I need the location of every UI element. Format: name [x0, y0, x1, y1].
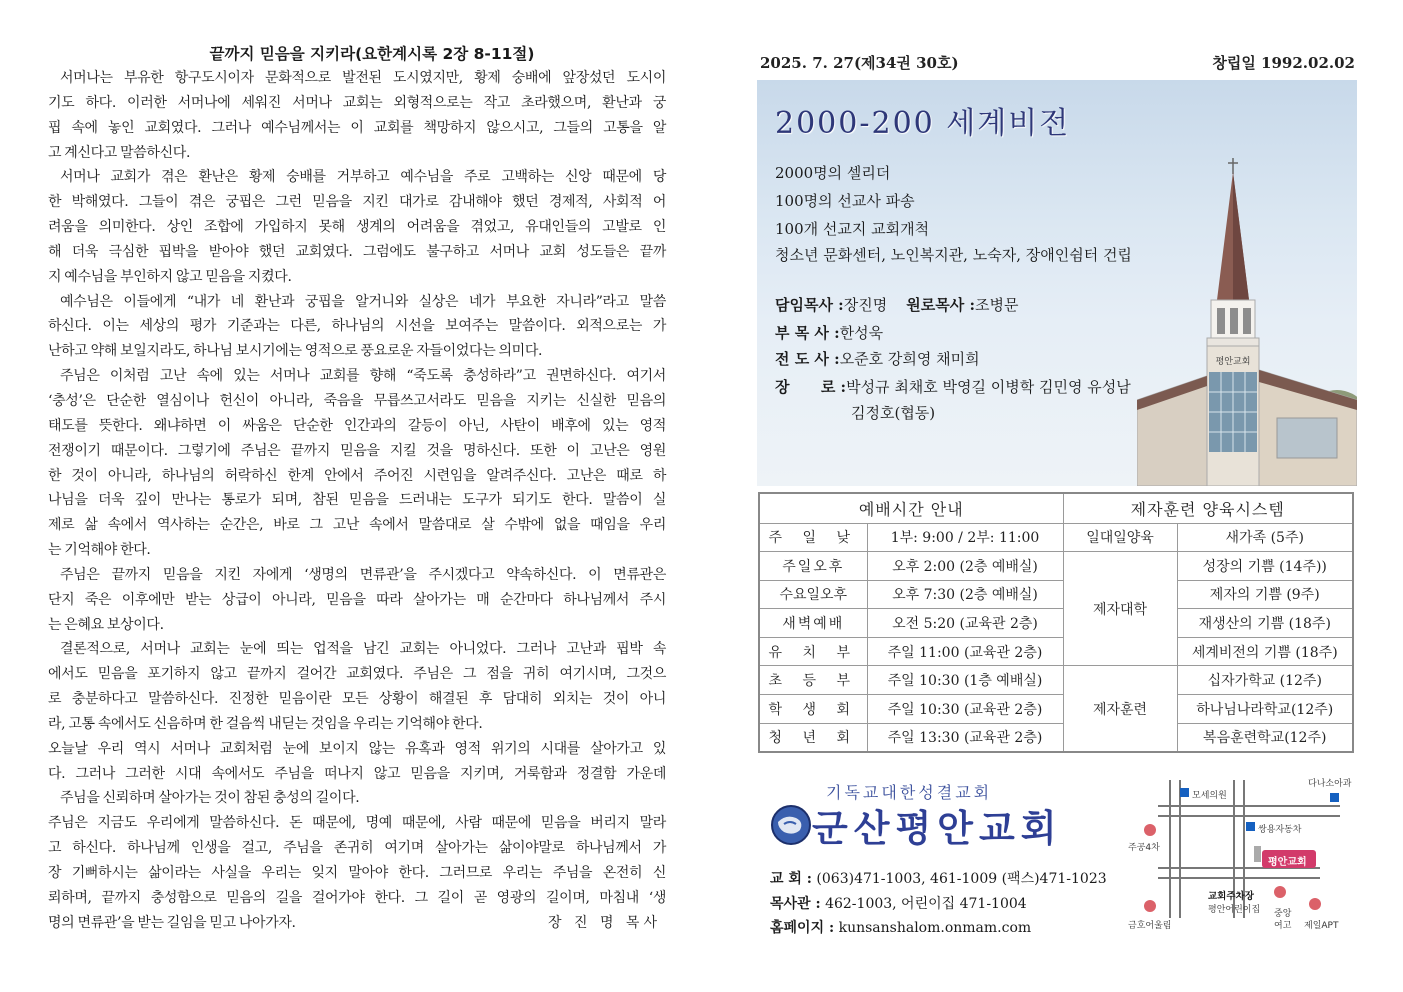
training-course: 새가족 (5주) [1177, 523, 1353, 552]
staff-row-evangelists [775, 348, 980, 369]
sermon-line: 고 하신다. 하나님께 인생을 걸고, 주님을 존귀히 여기며 살아가는 삶이야말로 하나님께서 가 [48, 840, 666, 857]
homepage [770, 917, 1031, 937]
homepage-url[interactable]: kunsanshalom.onmam.com [838, 920, 1032, 936]
founded-date: 창립일 1992.02.02 [1212, 54, 1355, 72]
parsonage-phone [770, 893, 1027, 913]
church-logo-icon [770, 804, 812, 846]
sermon-paragraph: 주님은 끝까지 믿음을 지킨 자에게 ‘생명의 면류관’을 주시겠다고 약속하신다. 이 면류관은 [60, 566, 666, 583]
church-phone [770, 868, 1107, 888]
map-label-parking: 교회주차장 [1208, 891, 1254, 902]
vision-goal: 100개 선교지 교회개척 [775, 220, 930, 238]
training-course: 복음훈련학교(12주) [1177, 723, 1353, 752]
elder-names-continued: 김정호(협동) [851, 404, 936, 422]
sermon-line: 뢰하며, 끝까지 충성함으로 믿음의 길을 걸어가야 한다. 그 길이 곧 영광의 길이며, 마침내 ‘생 [48, 889, 666, 906]
vision-title: 2000-200 세계비전 [775, 106, 1071, 141]
training-course: 재생산의 기쁨 (18주) [1177, 609, 1353, 638]
service-name: 학 생 회 [759, 695, 867, 724]
training-group: 일대일양육 [1063, 523, 1177, 552]
map-label-school-2: 여고 [1274, 921, 1292, 931]
training-course: 성장의 기쁨 (14주)) [1177, 552, 1353, 581]
vision-goal: 2000명의 셀리더 [775, 164, 891, 182]
church-phone-number: (063)471-1003, 461-1009 (팩스)471-1023 [816, 871, 1107, 887]
emeritus-pastor-name: 조병문 [975, 296, 1019, 314]
issue-date: 2025. 7. 27(제34권 30호) [760, 54, 959, 72]
parsonage-number: 462-1003, 어린이집 471-1004 [825, 896, 1027, 912]
evangelist-label: 전 도 사 : [775, 350, 840, 368]
senior-pastor-name: 장진명 [843, 296, 888, 314]
church-name: 군산평안교회 [812, 807, 1063, 850]
map-marker-clinic [1180, 788, 1189, 797]
training-course: 십자가학교 (12주) [1177, 666, 1353, 695]
sermon-paragraph: 주님은 이처럼 고난 속에 있는 서머나 교회를 향해 “죽도록 충성하라”고 권면하신다. 여기서 [60, 368, 666, 385]
sermon-paragraph: 서머나는 부유한 항구도시이자 문화적으로 발전된 도시였지만, 황제 숭배에 앞장섰던 도시이 [60, 70, 666, 86]
sermon-line: 는 기억해야 한다. [48, 542, 151, 559]
map-label-ssangyong: 쌍용자동차 [1258, 825, 1302, 835]
map-label-kids: 다나소아과 [1308, 779, 1352, 789]
service-time: 주일 10:30 (1층 예배실) [867, 666, 1063, 695]
table-row [759, 695, 1353, 724]
emeritus-pastor-label: 원로목사 : [906, 296, 976, 314]
church-building-image [1137, 150, 1357, 486]
map-marker-kids [1330, 793, 1339, 802]
sermon-line: 핍 속에 놓인 교회였다. 그러나 예수님께서는 이 교회를 책망하지 않으시고, 그들의 고통을 알 [48, 119, 666, 136]
service-name: 수요일오후 [759, 580, 867, 609]
elder-names: 박성규 최채호 박영길 이병학 김민영 유성남 [846, 378, 1131, 396]
staff-row-elders [775, 376, 1131, 397]
service-time: 주일 10:30 (교육관 2층) [867, 695, 1063, 724]
sermon-paragraph: 서머나 교회가 겪은 환난은 황제 숭배를 거부하고 예수님을 주로 고백하는 신앙 때문에 당 [60, 169, 666, 186]
parsonage-label: 목사관 : [770, 896, 821, 912]
evangelist-names: 오준호 강희영 채미희 [839, 350, 980, 368]
sermon-author: 장 진 명 목사 [548, 915, 661, 931]
sermon-line: 한 것이 아니라, 하나님의 허락하신 한계 안에서 주어진 시련임을 알려주신다. 고난은 때로 하 [48, 467, 666, 484]
table-row [759, 666, 1353, 695]
map-marker-ssangyong [1246, 822, 1255, 831]
sermon-line: ‘충성’은 단순한 열심이나 헌신이 아니라, 죽음을 무릅쓰고서라도 믿음을 지키는 신실한 믿음의 [48, 392, 666, 409]
staff-row-pastors [775, 294, 1019, 315]
service-time: 1부: 9:00 / 2부: 11:00 [867, 523, 1063, 552]
sermon-line: 주님은 지금도 우리에게 말씀하신다. 돈 때문에, 명예 때문에, 사람 때문에 믿음을 버리지 말라 [48, 815, 666, 832]
staff-row-associate [775, 322, 883, 343]
service-name: 새벽예배 [759, 609, 867, 638]
table-row [759, 723, 1353, 752]
map-label-school: 중앙 [1274, 909, 1292, 919]
senior-pastor-label: 담임목사 : [775, 296, 844, 314]
table-row [759, 523, 1353, 552]
service-name: 청 년 회 [759, 723, 867, 752]
sermon-line: 오늘날 우리 역시 서머나 교회처럼 눈에 보이지 않는 유혹과 영적 위기의 시대를 살아가고 있 [48, 740, 666, 757]
sermon-line: 명의 면류관’을 받는 길임을 믿고 나아가자. [48, 914, 296, 931]
map-label-church: 평안교회 [1268, 857, 1307, 868]
sermon-line: 제로 삶 속에서 역사하는 순간은, 바로 그 고난 속에서 말씀대로 살 수밖에 없을 때임을 우리 [48, 517, 666, 534]
map-label-kumho: 금호어울림 [1128, 921, 1172, 931]
sermon-line: 주님을 신뢰하며 살아가는 것이 참된 충성의 길이다. [60, 790, 360, 807]
service-time: 주일 13:30 (교육관 2층) [867, 723, 1063, 752]
service-time: 주일 11:00 (교육관 2층) [867, 637, 1063, 666]
sermon-line: 다. 그러나 그러한 시대 속에서도 주님을 떠나지 않고 믿음을 지키며, 거룩함과 정결함 가운데 [48, 765, 666, 782]
sermon-paragraph: 예수님은 이들에게 “내가 네 환난과 궁핍을 알거니와 실상은 네가 부요한 자니라”라고 말씀 [60, 293, 666, 310]
associate-pastor-name: 한성욱 [839, 324, 884, 342]
location-map [1120, 768, 1356, 938]
sermon-line: 단지 죽은 이후에만 받는 상급이 아니라, 믿음을 따라 살아가는 매 순간마다 하나님께서 주시 [48, 591, 666, 608]
vision-goal: 100명의 선교사 파송 [775, 192, 915, 210]
table-row [759, 637, 1353, 666]
church-phone-label: 교 회 : [770, 871, 812, 887]
service-time: 오전 5:20 (교육관 2층) [867, 609, 1063, 638]
map-label-clinic: 모세의원 [1192, 791, 1227, 801]
training-group: 제자대학 [1063, 552, 1177, 666]
sermon-line: 지 예수님을 부인하지 않고 믿음을 지켰다. [48, 268, 292, 285]
training-course: 세계비전의 기쁨 (18주) [1177, 637, 1353, 666]
sermon-line: 나님을 더욱 깊이 만나는 통로가 되며, 참된 믿음을 드러내는 도구가 되기도 한다. 말씀이 실 [48, 492, 666, 509]
sermon-line: 태도를 뜻한다. 왜냐하면 이 싸움은 단순한 인간과의 갈등이 아닌, 사탄이 배후에 있는 영적 [48, 417, 666, 434]
service-name: 주일오후 [759, 552, 867, 581]
schedule-table [758, 492, 1354, 753]
table-row [759, 609, 1353, 638]
church-sign: 평안교회 [1215, 357, 1251, 367]
training-course: 하나님나라학교(12주) [1177, 695, 1353, 724]
training-course: 제자의 기쁨 (9주) [1177, 580, 1353, 609]
map-label-apt: 제일APT [1304, 921, 1339, 931]
service-name: 초 등 부 [759, 666, 867, 695]
sermon-line: 전쟁이기 때문이다. 그렇기에 주님은 끝까지 믿음을 지킬 것을 명하신다. 또한 이 고난은 영원 [48, 442, 666, 459]
table-row [759, 552, 1353, 581]
denomination-name: 기독교대한성결교회 [826, 783, 993, 802]
sermon-line: 장 기뻐하시는 삶이라는 사실을 우리는 잊지 말아야 한다. 그러므로 우리는 주님을 온전히 신 [48, 865, 666, 881]
training-group: 제자훈련 [1063, 666, 1177, 752]
sermon-paragraph: 결론적으로, 서머나 교회는 눈에 띄는 업적을 남긴 교회는 아니었다. 그러나 고난과 핍박 속 [60, 641, 666, 658]
elders-label: 장 로 : [775, 378, 847, 396]
sermon-line: 라, 고통 속에서도 신음하며 한 걸음씩 내딛는 것임을 우리는 기억해야 한다. [48, 715, 483, 732]
table-row [759, 580, 1353, 609]
vision-goal: 청소년 문화센터, 노인복지관, 노숙자, 장애인쉼터 건립 [775, 246, 1132, 264]
service-time: 오후 2:00 (2층 예배실) [867, 552, 1063, 581]
schedule-header-row [759, 493, 1353, 523]
map-label-daycare: 평안어린이집 [1208, 905, 1261, 915]
service-name: 주 일 낮 [759, 523, 867, 552]
sermon-column [48, 42, 666, 936]
map-marker-church-building [1254, 846, 1261, 862]
training-header: 제자훈련 양육시스템 [1063, 493, 1353, 523]
sermon-line: 는 은혜요 보상이다. [48, 616, 164, 633]
sermon-line: 고 계신다고 말씀하신다. [48, 144, 191, 161]
associate-pastor-label: 부 목 사 : [775, 324, 840, 342]
sermon-title: 끝까지 믿음을 지키라(요한계시록 2장 8-11절) [209, 45, 535, 63]
service-name: 유 치 부 [759, 637, 867, 666]
worship-header: 예배시간 안내 [759, 493, 1063, 523]
service-time: 오후 7:30 (2층 예배실) [867, 580, 1063, 609]
homepage-label: 홈페이지 : [770, 920, 835, 936]
sermon-line: 에서도 믿음을 포기하지 않고 끝까지 걸어간 교회였다. 주님은 그 점을 귀히 여기시며, 그것으 [48, 666, 666, 683]
sermon-line: 해 더욱 극심한 핍박을 받아야 했던 교회였다. 그럼에도 불구하고 서머나 교회 성도들은 끝까 [48, 243, 666, 260]
sermon-line: 로 충분하다고 말씀하신다. 진정한 믿음이란 모든 상황이 해결된 후 담대히 외치는 것이 아니 [48, 691, 666, 708]
sermon-line: 난하고 약해 보일지라도, 하나님 보시기에는 영적으로 풍요로운 자들이었다는 의미다. [48, 343, 543, 360]
sermon-line: 한 박해였다. 그들이 겪은 궁핍은 그런 믿음을 지킨 대가로 감내해야 했던 경제적, 사회적 어 [48, 194, 666, 211]
sermon-line: 려움을 의미한다. 상인 조합에 가입하지 못해 생계의 어려움을 겪었고, 유대인들의 고발로 인 [48, 219, 666, 236]
vision-panel [757, 80, 1357, 486]
sermon-line: 기도 하다. 이러한 서머나에 세워진 서머나 교회는 외형적으로는 작고 초라했으며, 환난과 궁 [48, 94, 666, 111]
sermon-line: 하신다. 이는 세상의 평가 기준과는 다른, 하나님의 시선을 보여주는 말씀이다. 외적으로는 가 [48, 318, 666, 335]
map-label-jugong: 주공4차 [1128, 843, 1160, 853]
